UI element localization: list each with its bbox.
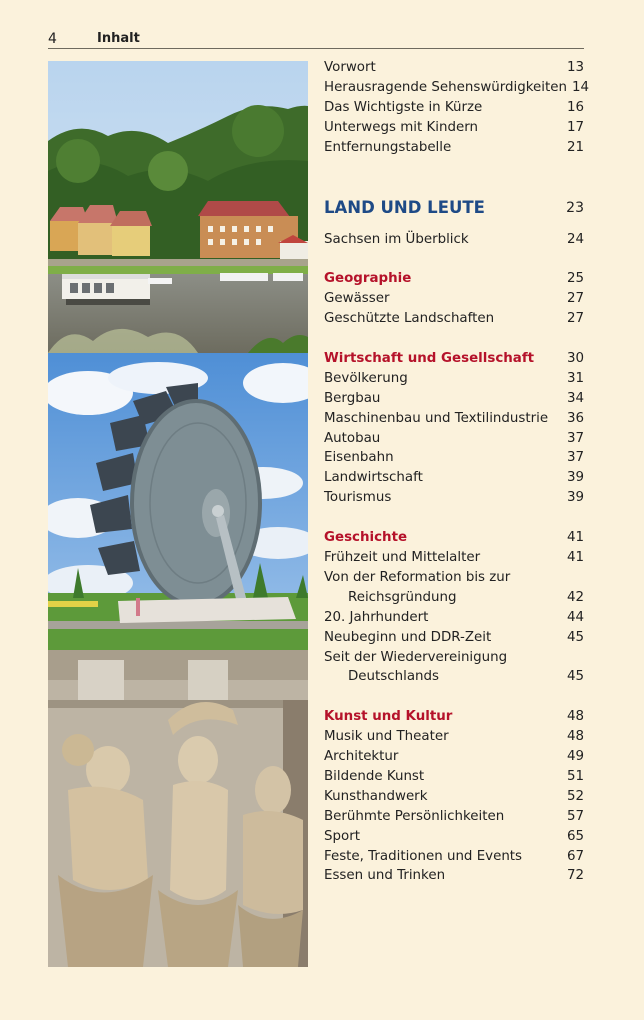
toc-entry[interactable]: Essen und Trinken 72 xyxy=(324,866,584,886)
page-ref: 67 xyxy=(566,848,584,864)
spacer xyxy=(324,329,584,349)
toc-entry[interactable]: Entfernungstabelle 21 xyxy=(324,138,584,158)
page-ref: 34 xyxy=(566,390,584,406)
toc-entry[interactable]: Geschützte Landschaften 27 xyxy=(324,309,584,329)
page-ref: 17 xyxy=(566,119,584,135)
page-ref: 27 xyxy=(566,311,584,327)
toc-entry[interactable]: Gewässer 27 xyxy=(324,289,584,309)
page-ref: 16 xyxy=(566,99,584,115)
page-ref: 44 xyxy=(566,609,584,625)
toc-section-heading[interactable]: Geschichte 41 xyxy=(324,528,584,548)
toc-section-heading[interactable]: Geographie 25 xyxy=(324,269,584,289)
table-of-contents xyxy=(324,58,589,886)
toc-entry[interactable]: Landwirtschaft 39 xyxy=(324,468,584,488)
page-ref: 37 xyxy=(566,450,584,466)
page-title: Inhalt xyxy=(97,31,140,46)
page-ref: 39 xyxy=(566,490,584,506)
toc-entry[interactable]: Bergbau 34 xyxy=(324,389,584,409)
toc-entry[interactable]: Maschinenbau und Textilindustrie 36 xyxy=(324,409,584,429)
toc-entry[interactable]: Bildende Kunst 51 xyxy=(324,767,584,787)
toc-chapter[interactable]: LAND UND LEUTE 23 xyxy=(324,196,584,220)
toc-section-heading[interactable]: Wirtschaft und Gesellschaft 30 xyxy=(324,349,584,369)
river-town-photo xyxy=(48,61,308,353)
toc-entry[interactable]: Unterwegs mit Kindern 17 xyxy=(324,118,584,138)
page-ref: 25 xyxy=(566,271,584,287)
toc-entry[interactable]: Autobau 37 xyxy=(324,429,584,449)
page-ref: 45 xyxy=(566,629,584,645)
toc-entry[interactable]: Kunsthandwerk 52 xyxy=(324,787,584,807)
page-ref xyxy=(562,648,584,668)
page-header xyxy=(48,30,584,49)
toc-entry[interactable]: Bevölkerung 31 xyxy=(324,369,584,389)
page-number: 4 xyxy=(48,31,57,47)
page-ref: 72 xyxy=(566,868,584,884)
toc-entry[interactable]: Tourismus 39 xyxy=(324,488,584,508)
page-ref: 36 xyxy=(566,410,584,426)
page-ref: 24 xyxy=(566,231,584,247)
page-ref: 13 xyxy=(566,60,584,75)
page-ref: 45 xyxy=(566,669,584,685)
toc-entry[interactable]: Von der Reformation bis zur xyxy=(324,568,584,588)
page-ref: 57 xyxy=(566,808,584,824)
page-ref: 30 xyxy=(566,350,584,366)
toc-entry[interactable]: Sachsen im Überblick 24 xyxy=(324,230,584,250)
page-ref: 21 xyxy=(566,139,584,155)
page-ref xyxy=(562,568,584,588)
toc-entry-continuation[interactable]: Deutschlands 45 xyxy=(324,667,584,687)
toc-entry[interactable]: Seit der Wiedervereinigung xyxy=(324,648,584,668)
page-ref: 41 xyxy=(566,549,584,565)
page-ref: 14 xyxy=(571,79,589,95)
toc-entry[interactable]: Herausragende Sehenswürdigkeiten 14 xyxy=(324,78,584,98)
toc-entry[interactable]: Eisenbahn 37 xyxy=(324,448,584,468)
toc-entry[interactable]: Vorwort 13 xyxy=(324,58,584,78)
spacer xyxy=(324,249,584,269)
page-ref: 23 xyxy=(566,199,584,216)
toc-entry[interactable]: Architektur 49 xyxy=(324,747,584,767)
spacer xyxy=(324,158,584,196)
spacer xyxy=(324,220,584,230)
spacer xyxy=(324,687,584,707)
toc-entry-continuation[interactable]: Reichsgründung 42 xyxy=(324,588,584,608)
page-ref: 48 xyxy=(566,709,584,725)
toc-entry[interactable]: Feste, Traditionen und Events 67 xyxy=(324,847,584,867)
page-ref: 52 xyxy=(566,788,584,804)
toc-section-heading[interactable]: Kunst und Kultur 48 xyxy=(324,707,584,727)
page-ref: 39 xyxy=(566,470,584,486)
page-ref: 27 xyxy=(566,291,584,307)
page-ref: 31 xyxy=(566,370,584,386)
page-ref: 51 xyxy=(566,768,584,784)
baroque-sculpture-photo xyxy=(48,650,308,967)
toc-entry[interactable]: Neubeginn und DDR-Zeit 45 xyxy=(324,628,584,648)
toc-entry[interactable]: Musik und Theater 48 xyxy=(324,727,584,747)
page-ref: 41 xyxy=(566,530,584,546)
page-ref: 49 xyxy=(566,749,584,765)
toc-entry[interactable]: 20. Jahrhundert 44 xyxy=(324,608,584,628)
page-ref: 48 xyxy=(566,729,584,745)
toc-entry[interactable]: Sport 65 xyxy=(324,827,584,847)
page-ref: 65 xyxy=(566,828,584,844)
page-ref: 37 xyxy=(566,430,584,446)
toc-entry[interactable]: Frühzeit und Mittelalter 41 xyxy=(324,548,584,568)
toc-entry[interactable]: Berühmte Persönlichkeiten 57 xyxy=(324,807,584,827)
photo-column xyxy=(48,61,308,967)
bucket-wheel-photo xyxy=(48,353,308,650)
toc-entry[interactable]: Das Wichtigste in Kürze 16 xyxy=(324,98,584,118)
page-ref: 42 xyxy=(566,589,584,605)
spacer xyxy=(324,508,584,528)
